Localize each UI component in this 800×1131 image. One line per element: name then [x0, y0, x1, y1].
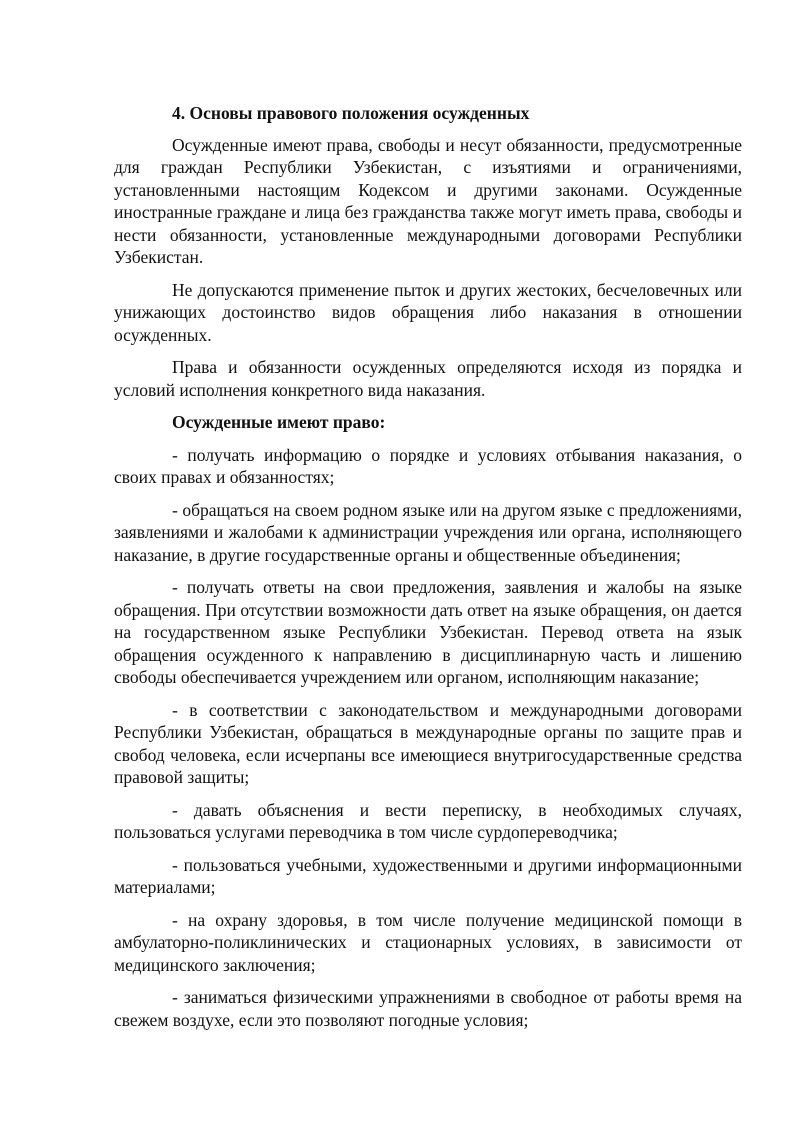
intro-paragraph: Осужденные имеют права, свободы и несут обязанности, предусмотренные для граждан Республики Узбекистан, с изъятиями и ограничениями, установленными настоящим Кодексом и другими законами. Осужденные иностранные граждане и лица без гражданства также могут иметь права, свободы и нести обязанности, установленные международными договорами Республики Узбекистан. — [114, 134, 742, 267]
section-heading: 4. Основы правового положения осужденных — [172, 103, 530, 123]
rights-list-item: - получать ответы на свои предложения, заявления и жалобы на языке обращения. При отсутствии возможности дать ответ на языке обращения, он дается на государственном языке Республики Узбекистан. Перевод ответа на язык обращения осужденного к направлению в дисциплинарную часть и лишению свободы обеспечивается учреждением или органом, исполняющим наказание; — [114, 577, 742, 687]
rights-list-item: - на охрану здоровья, в том числе получение медицинской помощи в амбулаторно-поликлинических и стационарных условиях, в зависимости от медицинского заключения; — [114, 909, 742, 975]
rights-list-item: - в соответствии с законодательством и международными договорами Республики Узбекистан, обращаться в международные органы по защите прав и свобод человека, если исчерпаны все имеющиеся внутригосударственные средства правовой защиты; — [114, 699, 742, 787]
rights-heading: Осужденные имеют право: — [172, 412, 386, 432]
rights-list-item: - получать информацию о порядке и условиях отбывания наказания, о своих правах и обязанностях; — [114, 444, 742, 487]
intro-paragraph: Права и обязанности осужденных определяются исходя из порядка и условий исполнения конкретного вида наказания. — [114, 357, 742, 400]
rights-list-item: - обращаться на своем родном языке или на другом языке с предложениями, заявлениями и жалобами к администрации учреждения или органа, исполняющего наказание, в другие государственные органы и общественные объединения; — [114, 499, 742, 565]
rights-list-item: - заниматься физическими упражнениями в свободное от работы время на свежем воздухе, если это позволяют погодные условия; — [114, 987, 742, 1030]
rights-list-item: - пользоваться учебными, художественными и другими информационными материалами; — [114, 854, 742, 897]
intro-paragraph: Не допускаются применение пыток и других жестоких, бесчеловечных или унижающих достоинство видов обращения либо наказания в отношении осужденных. — [114, 279, 742, 345]
rights-list-item: - давать объяснения и вести переписку, в необходимых случаях, пользоваться услугами переводчика в том числе сурдопереводчика; — [114, 799, 742, 842]
document-page — [114, 102, 742, 1031]
